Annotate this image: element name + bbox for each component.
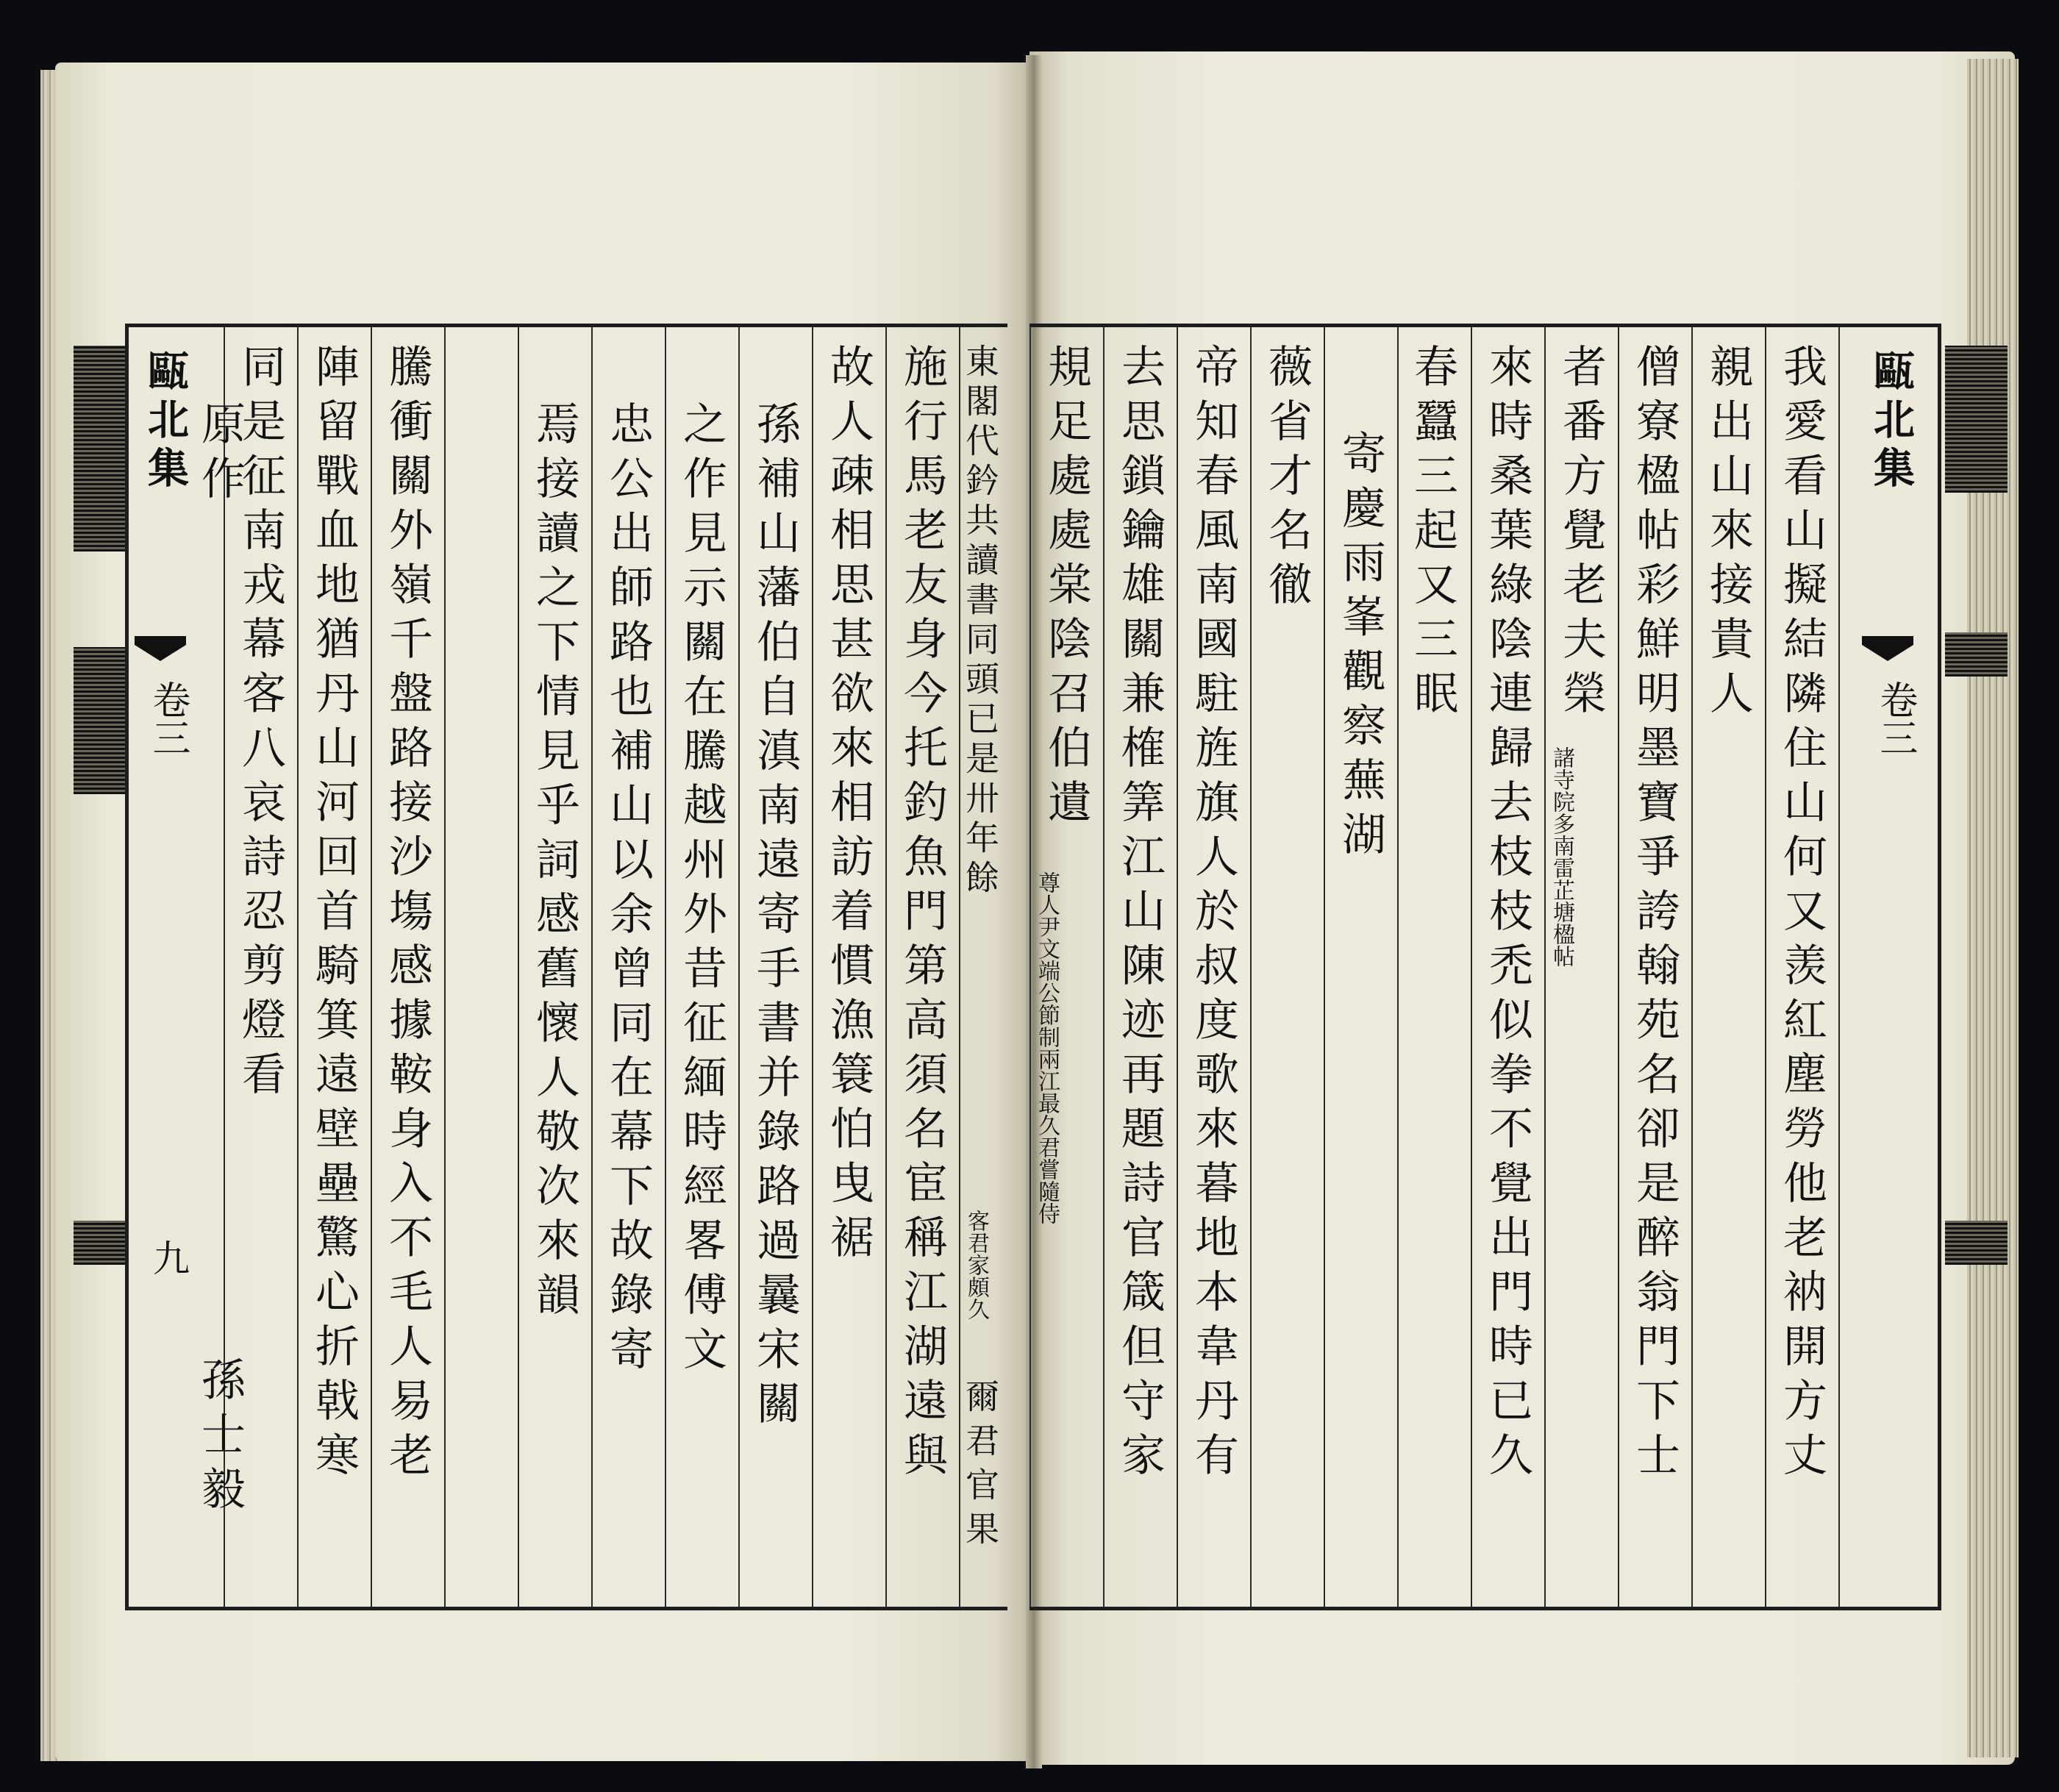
- page-edge-tab: [74, 1221, 125, 1265]
- column-text: 騰衝關外嶺千盤路接沙塲感據鞍身入不毛人易老: [382, 343, 433, 1486]
- left-juan-label: 卷三: [146, 680, 190, 757]
- column-text: 來時桑葉綠陰連歸去枝枝禿似拳不覺出門時已久: [1482, 343, 1533, 1486]
- column-text: 帝知春風南國駐旌旗人於叔度歌來暮地本韋丹有: [1188, 343, 1239, 1486]
- column-text: 規足處處棠陰召伯遺: [1041, 343, 1092, 833]
- column-text: 同是征南戎幕客八哀詩忍剪燈看: [235, 343, 286, 1105]
- page-edge-tab: [74, 647, 125, 794]
- page-edge-tab: [1945, 346, 2008, 493]
- column-text: 忠公出師路也補山以余曾同在幕下故錄寄: [602, 401, 654, 1380]
- page-edge-tab: [1945, 1221, 2008, 1265]
- text-column: [1177, 327, 1250, 1607]
- text-column: [1618, 327, 1691, 1607]
- left-margin-strip: [125, 327, 188, 1607]
- column-text: 春蠶三起又三眠: [1407, 343, 1458, 724]
- right-text-frame: [1030, 324, 1941, 1610]
- text-column: [1250, 327, 1324, 1607]
- column-text: 孫補山藩伯自滇南遠寄手書并錄路過曩宋關: [749, 401, 801, 1435]
- right-margin-title: 甌北集: [1867, 349, 1916, 495]
- column-text: 陣留戰血地猶丹山河回首騎箕遠壁壘驚心折戟寒: [308, 343, 360, 1486]
- right-margin-strip: [1838, 327, 1941, 1607]
- right-page-edges: [1967, 59, 2019, 1757]
- column-tail: 爾君官果: [960, 1379, 1000, 1555]
- text-column: [188, 327, 261, 1607]
- column-text: 僧寮楹帖彩鮮明墨寶爭誇翰苑名卻是醉翁門下士: [1629, 343, 1680, 1486]
- text-column: [297, 327, 371, 1607]
- column-note: 諸寺院多南雷芷塘楹帖: [1549, 746, 1574, 967]
- text-column: [885, 327, 959, 1607]
- column-note: 尊人尹文端公節制兩江最久君嘗隨侍: [1034, 871, 1060, 1224]
- column-text: 親出山來接貴人: [1702, 343, 1754, 724]
- text-column: [1324, 327, 1397, 1607]
- column-text: 東閣代鈐共讀書同頭已是卅年餘: [960, 343, 1000, 899]
- text-column: [371, 327, 444, 1607]
- text-column: [738, 327, 812, 1607]
- column-tail: 孫士毅: [194, 1357, 246, 1520]
- fishtail-mark: [1862, 636, 1913, 661]
- page-edge-tab: [1945, 632, 2008, 677]
- text-column: [1103, 327, 1177, 1607]
- column-text: 故人疎相思甚欲來相訪着慣漁簑怕曳裾: [823, 343, 874, 1268]
- page-edge-tab: [74, 346, 125, 551]
- text-column: [1471, 327, 1544, 1607]
- column-text: 之作見示關在騰越州外昔征緬時經畧傅文: [676, 401, 727, 1380]
- text-column: [1691, 327, 1765, 1607]
- left-page-number: 九: [147, 1239, 190, 1276]
- text-column: [444, 327, 518, 1607]
- text-column: [812, 327, 885, 1607]
- column-text: 原作: [194, 401, 246, 510]
- column-note: 客君家頗久: [963, 1210, 989, 1320]
- fishtail-mark: [135, 636, 186, 661]
- text-column: [1397, 327, 1471, 1607]
- left-margin-title: 甌北集: [141, 349, 190, 495]
- text-column: [665, 327, 738, 1607]
- text-column: [518, 327, 591, 1607]
- text-column: [1544, 327, 1618, 1607]
- column-text: 去思鎖鑰雄關兼榷筭江山陳迹再題詩官箴但守家: [1114, 343, 1166, 1486]
- column-text: 焉接讀之下情見乎詞感舊懷人敬次來韻: [529, 401, 580, 1326]
- column-text: 施行馬老友身今托釣魚門第高須名宦稱江湖遠與: [896, 343, 948, 1486]
- column-text: 寄慶雨峯觀察蕪湖: [1335, 430, 1386, 865]
- column-text: 薇省才名徹: [1261, 343, 1313, 615]
- text-column: [959, 327, 1007, 1607]
- text-column: [591, 327, 665, 1607]
- text-column: [1030, 327, 1103, 1607]
- column-text: 者番方覺老夫榮: [1555, 343, 1607, 724]
- text-column: [1765, 327, 1838, 1607]
- column-text: 我愛看山擬結隣住山何又羡紅塵勞他老衲開方丈: [1776, 343, 1827, 1486]
- right-juan-label: 卷三: [1873, 680, 1917, 757]
- left-text-frame: [125, 324, 1007, 1610]
